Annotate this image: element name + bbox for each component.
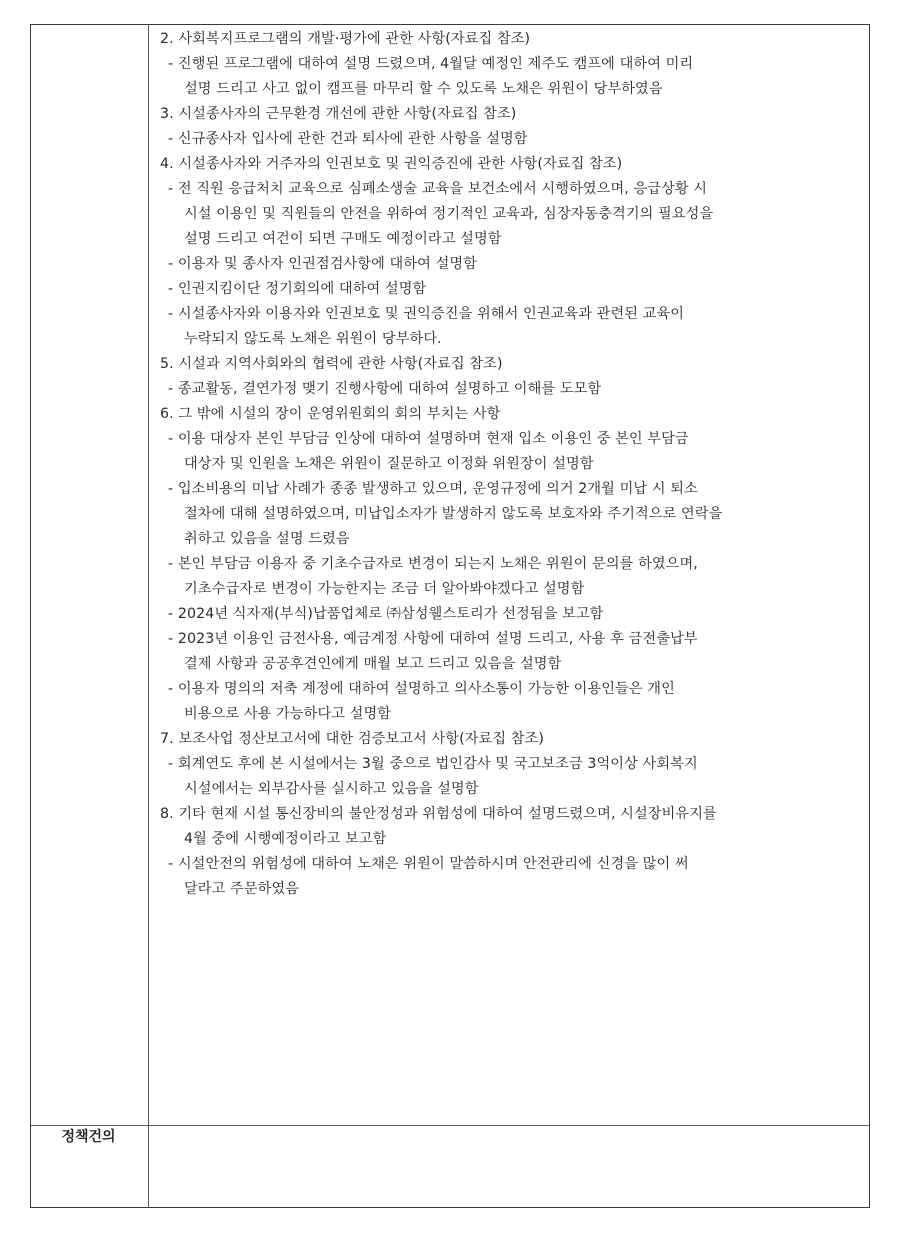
- column-divider: [148, 25, 149, 1207]
- item-2-note-line: - 진행된 프로그램에 대하여 설명 드렸으며, 4월달 예정인 제주도 캠프에 대하여 미리: [168, 56, 694, 72]
- item-6-note-line: - 이용 대상자 본인 부담금 인상에 대하여 설명하며 현재 입소 이용인 중 본인 부담금: [168, 431, 689, 447]
- item-6-note-line: 비용으로 사용 가능하다고 설명함: [184, 706, 392, 722]
- item-8-note-line: 달라고 주문하였음: [184, 881, 300, 897]
- item-4-note-line: 설명 드리고 여건이 되면 구매도 예정이라고 설명함: [184, 231, 502, 247]
- item-6-note-line: 대상자 및 인원을 노채은 위원이 질문하고 이정화 위원장이 설명함: [184, 456, 594, 472]
- item-2-heading: 2. 사회복지프로그램의 개발·평가에 관한 사항(자료집 참조): [160, 31, 531, 47]
- policy-recommendation-label: 정책건의: [61, 1129, 116, 1145]
- item-6-note-line: 기초수급자로 변경이 가능한지는 조금 더 알아봐야겠다고 설명함: [184, 581, 585, 597]
- item-5-note-line: - 종교활동, 결연가정 맺기 진행사항에 대하여 설명하고 이해를 도모함: [168, 381, 602, 397]
- item-4-note-line: - 인권지킴이단 정기회의에 대하여 설명함: [168, 281, 427, 297]
- item-6-note-line: 절차에 대해 설명하였으며, 미납입소자가 발생하지 않도록 보호자와 주기적으로 연락을: [184, 506, 723, 522]
- item-4-heading: 4. 시설종사자와 거주자의 인권보호 및 권익증진에 관한 사항(자료집 참조): [160, 156, 623, 172]
- item-8-note-line: - 시설안전의 위험성에 대하여 노채은 위원이 말씀하시며 안전관리에 신경을 많이 써: [168, 856, 689, 872]
- item-3-note-line: - 신규종사자 입사에 관한 건과 퇴사에 관한 사항을 설명함: [168, 131, 528, 147]
- item-2-note-line: 설명 드리고 사고 없이 캠프를 마무리 할 수 있도록 노채은 위원이 당부하였음: [184, 81, 663, 97]
- item-4-note-line: - 시설종사자와 이용자와 인권보호 및 권익증진을 위해서 인권교육과 관련된 교육이: [168, 306, 685, 322]
- item-7-heading: 7. 보조사업 정산보고서에 대한 검증보고서 사항(자료집 참조): [160, 731, 544, 747]
- item-6-note-line: - 2023년 이용인 금전사용, 예금계정 사항에 대하여 설명 드리고, 사용 후 금전출납부: [168, 631, 698, 647]
- item-6-note-line: - 입소비용의 미납 사례가 종종 발생하고 있으며, 운영규정에 의거 2개월 미납 시 퇴소: [168, 481, 698, 497]
- item-7-note-line: 시설에서는 외부감사를 실시하고 있음을 설명함: [184, 781, 479, 797]
- policy-recommendation-cell: [148, 1125, 868, 1207]
- item-6-note-line: - 본인 부담금 이용자 중 기초수급자로 변경이 되는지 노채은 위원이 문의를 하였으며,: [168, 556, 698, 572]
- item-6-note-line: 결제 사항과 공공후견인에게 매월 보고 드리고 있음을 설명함: [184, 656, 562, 672]
- item-7-note-line: - 회계연도 후에 본 시설에서는 3월 중으로 법인감사 및 국고보조금 3억이상 사회복지: [168, 756, 698, 772]
- item-4-note-line: 시설 이용인 및 직원들의 안전을 위하여 정기적인 교육과, 심장자동충격기의 필요성을: [184, 206, 714, 222]
- item-5-heading: 5. 시설과 지역사회와의 협력에 관한 사항(자료집 참조): [160, 356, 503, 372]
- item-8-heading-cont: 4월 중에 시행예정이라고 보고함: [184, 831, 387, 847]
- item-6-note-line: - 이용자 명의의 저축 계정에 대하여 설명하고 의사소통이 가능한 이용인들은 개인: [168, 681, 675, 697]
- item-4-note-line: 누락되지 않도록 노채은 위원이 당부하다.: [184, 331, 442, 347]
- item-8-heading: 8. 기타 현재 시설 통신장비의 불안정성과 위험성에 대하여 설명드렸으며, 시설장비유지를: [160, 806, 717, 822]
- item-3-heading: 3. 시설종사자의 근무환경 개선에 관한 사항(자료집 참조): [160, 106, 517, 122]
- item-4-note-line: - 전 직원 응급처치 교육으로 심폐소생술 교육을 보건소에서 시행하였으며, 응급상황 시: [168, 181, 708, 197]
- item-6-heading: 6. 그 밖에 시설의 장이 운영위원회의 회의 부치는 사항: [160, 406, 501, 422]
- item-6-note-line: - 2024년 식자재(부식)납품업체로 ㈜삼성웰스토리가 선정됨을 보고함: [168, 606, 604, 622]
- item-6-note-line: 취하고 있음을 설명 드렸음: [184, 531, 350, 547]
- item-4-note-line: - 이용자 및 종사자 인권점검사항에 대하여 설명함: [168, 256, 477, 272]
